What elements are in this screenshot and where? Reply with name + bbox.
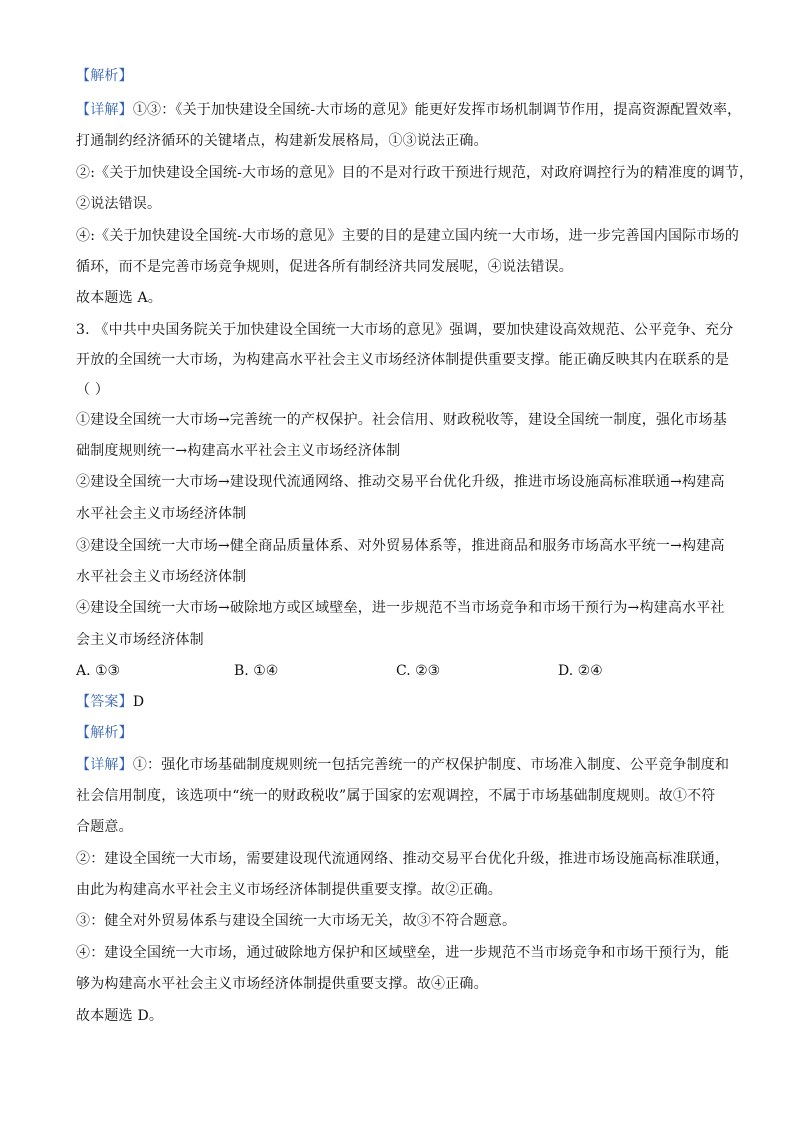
answer-value: D [132, 694, 145, 710]
question-stem: 开放的全国统一大市场，为构建高水平社会主义市场经济体制提供重要支撑。能正确反映其内在联系的是 [76, 352, 730, 368]
detail-paragraph [76, 100, 741, 120]
question-stem: 3. 《中共中央国务院关于加快建设全国统一大市场的意见》强调，要加快建设高效规范、公平竞争、充分 [76, 322, 734, 338]
statement-4-cont: 会主义市场经济体制 [76, 632, 204, 648]
option-a: A. ①③ [76, 663, 121, 679]
conclusion-line: 故本题选 A。 [76, 290, 162, 306]
text-line: ②说法错误。 [76, 196, 162, 212]
text-line: ①③：《关于加快建设全国统-大市场的意见》能更好发挥市场机制调节作用，提高资源配置效率， [132, 102, 742, 118]
detail-tag: 【详解】 [76, 757, 133, 773]
statement-2: ②建设全国统一大市场→建设现代流通网络、推动交易平台优化升级，推进市场设施高标准联通→构建高 [76, 474, 725, 490]
statement-2-cont: 水平社会主义市场经济体制 [76, 506, 247, 522]
text-line: 循环，而不是完善市场竞争规则，促进各所有制经济共同发展呢，④说法错误。 [76, 259, 573, 275]
text-line: ②：建设全国统一大市场，需要建设现代流通网络、推动交易平台优化升级，推进市场设施高标准联通， [76, 851, 730, 867]
statement-3-cont: 水平社会主义市场经济体制 [76, 569, 247, 585]
analysis-heading: 【解析】 [76, 68, 133, 84]
conclusion-line: 故本题选 D。 [76, 1008, 164, 1024]
text-line: ②:《关于加快建设全国统-大市场的意见》目的不是对行政干预进行规范，对政府调控行为的精准度的调节， [76, 165, 754, 181]
text-line: 社会信用制度，该选项中“统一的财政税收”属于国家的宏观调控，不属于市场基础制度规则。故①不符 [76, 788, 716, 804]
text-line: ④：建设全国统一大市场，通过破除地方保护和区域壁垒，进一步规范不当市场竞争和市场干预行为，能 [76, 945, 730, 961]
answer-blank: （ ） [76, 382, 110, 398]
analysis-heading: 【解析】 [76, 725, 133, 741]
text-line: 合题意。 [76, 819, 133, 835]
answer-tag: 【答案】 [76, 694, 133, 710]
text-line: ①：强化市场基础制度规则统一包括完善统一的产权保护制度、市场准入制度、公平竞争制度和 [132, 757, 730, 773]
statement-1: ①建设全国统一大市场→完善统一的产权保护。社会信用、财政税收等，建设全国统一制度，强化市场基 [76, 412, 727, 428]
text-line: ④:《关于加快建设全国统-大市场的意见》主要的目的是建立国内统一大市场，进一步完善国内国际市场的 [76, 228, 740, 244]
text-line: ③：健全对外贸易体系与建设全国统一大市场无关，故③不符合题意。 [76, 913, 517, 929]
statement-3: ③建设全国统一大市场→健全商品质量体系、对外贸易体系等，推进商品和服务市场高水平统一→构建高 [76, 538, 725, 554]
option-c: C. ②③ [396, 663, 441, 679]
text-line: 打通制约经济循环的关键堵点，构建新发展格局，①③说法正确。 [76, 133, 488, 149]
detail-tag: 【详解】 [76, 102, 133, 118]
text-line: 够为构建高水平社会主义市场经济体制提供重要支撑。故④正确。 [76, 976, 488, 992]
detail-paragraph [76, 755, 729, 775]
statement-4: ④建设全国统一大市场→破除地方或区域壁垒，进一步规范不当市场竞争和市场干预行为→构建高水平社 [76, 600, 725, 616]
option-b: B. ①④ [234, 663, 279, 679]
statement-1-cont: 础制度规则统一→构建高水平社会主义市场经济体制 [76, 443, 401, 459]
answer-line [76, 692, 144, 712]
option-d: D. ②④ [558, 663, 603, 679]
text-line: 由此为构建高水平社会主义市场经济体制提供重要支撑。故②正确。 [76, 882, 502, 898]
